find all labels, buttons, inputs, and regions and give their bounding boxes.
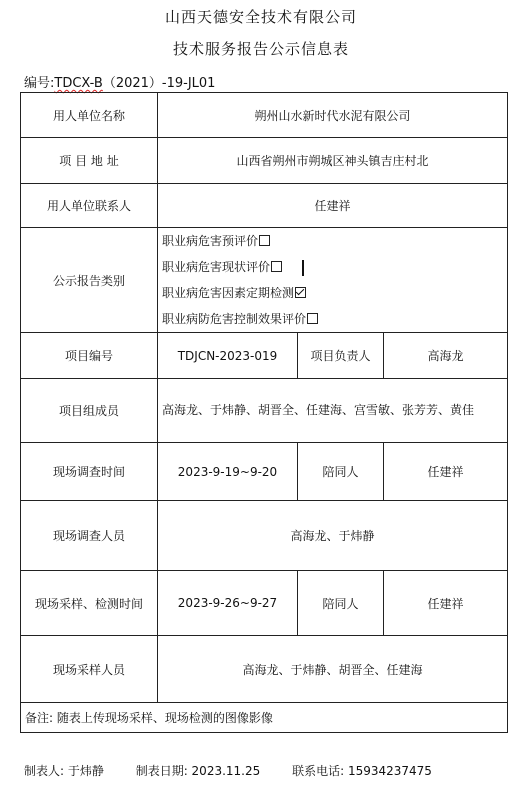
table-row (21, 228, 508, 333)
leader-value: 高海龙 (384, 333, 508, 379)
remark: 备注: 随表上传现场采样、现场检测的图像影像 (21, 703, 508, 733)
checkbox-icon[interactable] (307, 313, 318, 324)
table-date: 制表日期: 2023.11.25 (135, 764, 261, 778)
address-label: 项 目 地 址 (21, 138, 158, 184)
contact-label: 用人单位联系人 (21, 184, 158, 228)
footer (24, 762, 460, 779)
project-no-label: 项目编号 (21, 333, 158, 379)
category-label: 公示报告类别 (21, 228, 158, 333)
client-value: 朔州山水新时代水泥有限公司 (158, 93, 508, 138)
survey-companion-value: 任建祥 (384, 443, 508, 501)
sampling-companion-value: 任建祥 (384, 571, 508, 636)
table-row (21, 443, 508, 501)
category-option[interactable]: 职业病危害预评价 (162, 228, 503, 254)
sampling-companion-label: 陪同人 (298, 571, 384, 636)
category-option[interactable]: 职业病防危害控制效果评价 (162, 306, 503, 332)
report-code-label: 编号: (24, 76, 55, 91)
sampling-time-value: 2023-9-26~9-27 (158, 571, 298, 636)
checkbox-icon[interactable] (271, 261, 282, 272)
table-row (21, 93, 508, 138)
survey-time-label: 现场调查时间 (21, 443, 158, 501)
table-row (21, 571, 508, 636)
project-no-value: TDJCN-2023-019 (158, 333, 298, 379)
text-cursor-icon (302, 260, 304, 276)
survey-staff-value: 高海龙、于炜静 (158, 501, 508, 571)
sampling-staff-value: 高海龙、于炜静、胡晋全、任建海 (158, 636, 508, 703)
category-option[interactable]: 职业病危害因素定期检测 (162, 280, 503, 306)
leader-label: 项目负责人 (298, 333, 384, 379)
contact-value: 任建祥 (158, 184, 508, 228)
client-label: 用人单位名称 (21, 93, 158, 138)
sampling-staff-label: 现场采样人员 (21, 636, 158, 703)
report-code (24, 72, 215, 91)
members-label: 项目组成员 (21, 379, 158, 443)
report-code-number: TDCX-B (54, 76, 103, 91)
survey-time-value: 2023-9-19~9-20 (158, 443, 298, 501)
checkbox-icon[interactable] (259, 235, 270, 246)
table-maker: 制表人: 于炜静 (24, 764, 104, 778)
table-row (21, 138, 508, 184)
table-row (21, 184, 508, 228)
address-value: 山西省朔州市朔城区神头镇吉庄村北 (158, 138, 508, 184)
table-row (21, 636, 508, 703)
form-subtitle: 技术服务报告公示信息表 (172, 40, 349, 58)
survey-staff-label: 现场调查人员 (21, 501, 158, 571)
category-option[interactable]: 职业病危害现状评价 (162, 254, 503, 280)
checked-checkbox-icon[interactable] (295, 287, 306, 298)
sampling-time-label: 现场采样、检测时间 (21, 571, 158, 636)
table-row (21, 333, 508, 379)
members-value: 高海龙、于炜静、胡晋全、任建海、宫雪敏、张芳芳、黄佳 (158, 379, 508, 443)
info-table (20, 92, 508, 733)
company-title: 山西天德安全技术有限公司 (164, 8, 357, 26)
table-row (21, 379, 508, 443)
contact-phone: 联系电话: 15934237475 (292, 764, 432, 778)
table-row (21, 703, 508, 733)
category-options (158, 228, 508, 333)
table-row (21, 501, 508, 571)
survey-companion-label: 陪同人 (298, 443, 384, 501)
report-code-rest: （2021）-19-JL01 (102, 76, 216, 91)
